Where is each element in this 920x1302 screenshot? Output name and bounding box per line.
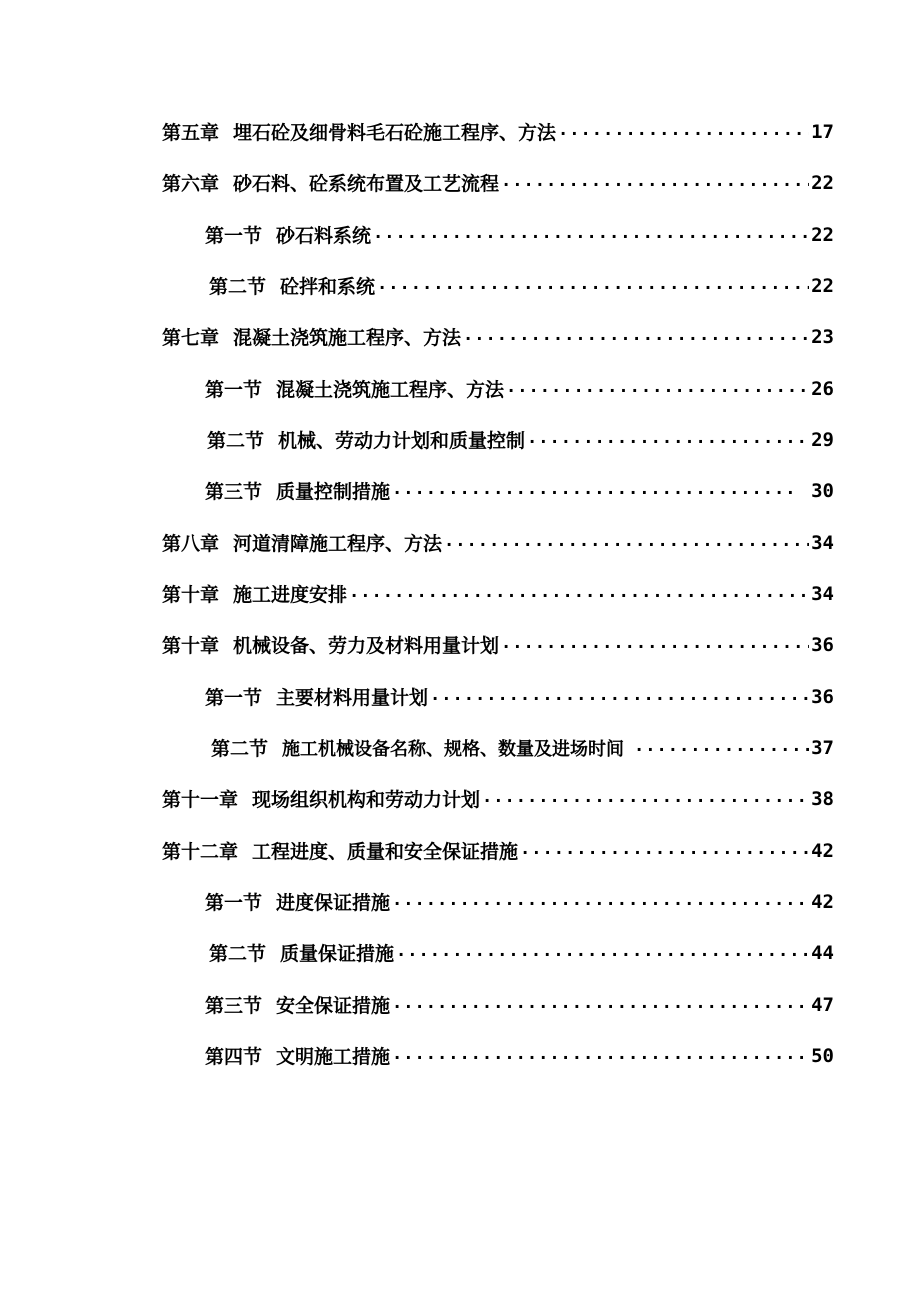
toc-entry-page-number: 22	[811, 274, 834, 297]
toc-entry-page-number: 29	[811, 428, 834, 451]
dot-leader	[482, 787, 809, 810]
toc-entry-title: 河道清障施工程序、方法	[233, 533, 443, 555]
toc-entry-label: 第十章	[162, 635, 220, 657]
dot-leader	[634, 736, 809, 759]
toc-entry-page-number: 50	[811, 1044, 834, 1067]
toc-entry[interactable]	[211, 722, 834, 773]
toc-entry-title: 埋石砼及细骨料毛石砼施工程序、方法	[233, 122, 557, 144]
toc-entry-page-number: 36	[811, 633, 834, 656]
toc-entry-page-number: 34	[811, 582, 834, 605]
dot-leader	[392, 479, 793, 502]
toc-entry[interactable]	[162, 825, 834, 876]
dot-leader	[463, 325, 809, 348]
toc-entry-title: 安全保证措施	[276, 995, 391, 1017]
toc-entry-title: 施工机械设备名称、规格、数量及进场时间	[282, 738, 625, 760]
toc-entry-label: 第十章	[162, 584, 220, 606]
toc-entry-page-number: 17	[811, 120, 834, 143]
toc-entry[interactable]	[209, 927, 834, 978]
toc-entry-label: 第四节	[205, 1046, 263, 1068]
toc-entry-label: 第三节	[205, 995, 263, 1017]
toc-entry-title: 砂石料、砼系统布置及工艺流程	[233, 173, 500, 195]
toc-entry-label: 第一节	[205, 225, 263, 247]
toc-entry-label: 第五章	[162, 122, 220, 144]
toc-entry-title: 进度保证措施	[276, 892, 391, 914]
toc-entry[interactable]	[205, 465, 834, 516]
dot-leader	[392, 890, 809, 913]
dot-leader	[349, 582, 809, 605]
toc-entry-label: 第二节	[211, 738, 269, 760]
toc-entry-title: 质量控制措施	[276, 481, 391, 503]
toc-entry-label: 第六章	[162, 173, 220, 195]
toc-entry[interactable]	[205, 363, 834, 414]
toc-entry-title: 机械设备、劳力及材料用量计划	[233, 635, 500, 657]
toc-entry[interactable]	[205, 876, 834, 927]
toc-entry-title: 质量保证措施	[280, 943, 395, 965]
toc-entry[interactable]	[162, 568, 834, 619]
dot-leader	[373, 223, 809, 246]
toc-entry-title: 混凝土浇筑施工程序、方法	[233, 327, 462, 349]
toc-entry[interactable]	[162, 773, 834, 824]
dot-leader	[444, 531, 809, 554]
dot-leader	[430, 685, 809, 708]
toc-entry-title: 现场组织机构和劳动力计划	[252, 789, 481, 811]
toc-entry[interactable]	[162, 157, 834, 208]
toc-entry-label: 第二节	[207, 430, 265, 452]
toc-entry-page-number: 42	[811, 839, 834, 862]
toc-entry[interactable]	[162, 517, 834, 568]
dot-leader	[527, 428, 809, 451]
toc-entry-page-number: 37	[811, 736, 834, 759]
toc-entry-page-number: 36	[811, 685, 834, 708]
toc-entry[interactable]	[205, 979, 834, 1030]
toc-entry-page-number: 30	[811, 479, 834, 502]
dot-leader	[377, 274, 809, 297]
toc-entry[interactable]	[205, 671, 834, 722]
toc-entry-label: 第一节	[205, 379, 263, 401]
toc-entry-label: 第八章	[162, 533, 220, 555]
dot-leader	[392, 993, 809, 1016]
toc-entry[interactable]	[162, 619, 834, 670]
toc-entry-page-number: 47	[811, 993, 834, 1016]
toc-entry-label: 第一节	[205, 892, 263, 914]
toc-entry-title: 文明施工措施	[276, 1046, 391, 1068]
dot-leader	[520, 839, 809, 862]
toc-entry[interactable]	[209, 260, 834, 311]
dot-leader	[506, 377, 809, 400]
toc-entry-label: 第十一章	[162, 789, 239, 811]
toc-entry-page-number: 22	[811, 171, 834, 194]
toc-entry-page-number: 22	[811, 223, 834, 246]
dot-leader	[558, 120, 809, 143]
toc-entry-label: 第七章	[162, 327, 220, 349]
dot-leader	[501, 171, 809, 194]
dot-leader	[501, 633, 809, 656]
dot-leader	[396, 941, 809, 964]
toc-entry-title: 混凝土浇筑施工程序、方法	[276, 379, 505, 401]
toc-entry[interactable]	[162, 311, 834, 362]
toc-entry-page-number: 44	[811, 941, 834, 964]
toc-entry-page-number: 38	[811, 787, 834, 810]
toc-entry-page-number: 26	[811, 377, 834, 400]
toc-entry-title: 砂石料系统	[276, 225, 372, 247]
toc-entry[interactable]	[207, 414, 834, 465]
toc-entry-label: 第三节	[205, 481, 263, 503]
toc-entry-label: 第十二章	[162, 841, 239, 863]
toc-entry-page-number: 23	[811, 325, 834, 348]
toc-entry-title: 工程进度、质量和安全保证措施	[252, 841, 519, 863]
toc-entry[interactable]	[205, 209, 834, 260]
toc-entry-page-number: 42	[811, 890, 834, 913]
toc-entry[interactable]	[205, 1030, 834, 1081]
dot-leader	[392, 1044, 809, 1067]
toc-entry-page-number: 34	[811, 531, 834, 554]
toc-entry-label: 第二节	[209, 276, 267, 298]
toc-entry-label: 第二节	[209, 943, 267, 965]
toc-entry-title: 砼拌和系统	[280, 276, 376, 298]
toc-entry-title: 机械、劳动力计划和质量控制	[278, 430, 526, 452]
toc-entry-title: 施工进度安排	[233, 584, 348, 606]
toc-entry-label: 第一节	[205, 687, 263, 709]
toc-entry-title: 主要材料用量计划	[276, 687, 429, 709]
toc-entry[interactable]	[162, 106, 834, 157]
